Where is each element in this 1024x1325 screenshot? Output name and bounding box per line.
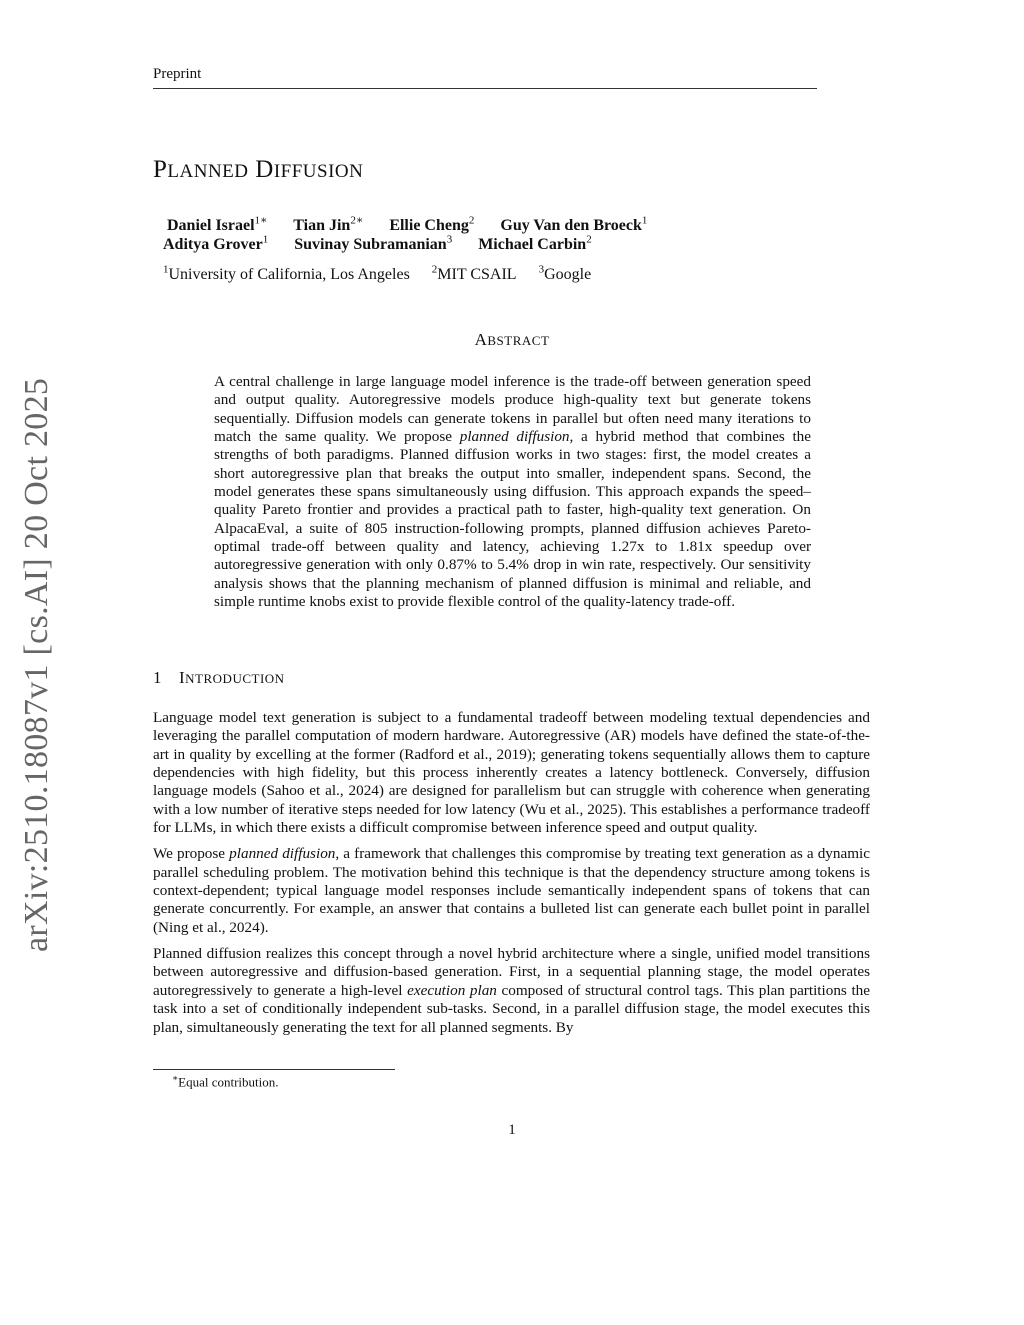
- author: Aditya Grover$^1$: [163, 234, 269, 254]
- paragraph: Language model text generation is subject to a fundamental tradeoff between modeling textual dependencies and leveraging the parallel computation of modern hardware. Autoregressive (AR) models have defined the state-of-the-art in quality by excelling at the former (Radford et al., 2019); generating tokens sequentially allows them to capture dependencies with high fidelity, but this process inherently creates a latency bottleneck. Conversely, diffusion language models (Sahoo et al., 2024) are designed for parallelism but can struggle with coherence when generating with a low number of iterative steps needed for low latency (Wu et al., 2025). This establishes a performance tradeoff for LLMs, in which there exists a difficult compromise between inference speed and output quality.: [153, 709, 870, 837]
- introduction-body: [153, 709, 870, 1045]
- running-header: [153, 66, 817, 89]
- paragraph: Planned diffusion realizes this concept through a novel hybrid architecture where a single, unified model transitions between autoregressive and diffusion-based generation. First, in a sequential planning stage, the model operates autoregressively to generate a high-level execution plan composed of structural control tags. This plan partitions the task into a set of conditionally independent sub-tasks. Second, in a parallel diffusion stage, the model executes this plan, simultaneously generating the text for all planned segments. By: [153, 945, 870, 1036]
- abstract-heading: ABSTRACT: [474, 330, 550, 349]
- affiliation: $^3$Google: [538, 264, 592, 284]
- title-rest-1: LANNED: [167, 161, 249, 182]
- paper-title: [153, 156, 363, 184]
- abstract-body: A central challenge in large language model inference is the trade-off between generation speed and output quality. Autoregressive models produce high-quality text but generate tokens sequentially. Diffusion models can generate tokens in parallel but often need many iterations to match the same quality. We propose planned diffusion, a hybrid method that combines the strengths of both paradigms. Planned diffusion works in two stages: first, the model creates a short autoregressive plan that breaks the output into smaller, independent spans. Second, the model generates these spans simultaneously using diffusion. This approach expands the speed–quality Pareto frontier and provides a practical path to faster, high-quality text generation. On AlpacaEval, a suite of 805 instruction-following prompts, planned diffusion achieves Pareto-optimal trade-off between quality and latency, achieving 1.27x to 1.81x speedup over autoregressive generation with only 0.87% to 5.4% drop in win rate, respectively. Our sensitivity analysis shows that the planning mechanism of planned diffusion is minimal and reliable, and simple runtime knobs exist to provide flexible control of the quality-latency trade-off.: [214, 373, 812, 611]
- affiliation: $^2$MIT CSAIL: [431, 264, 517, 284]
- author: Guy Van den Broeck$^1$: [500, 215, 648, 235]
- title-initial-1: P: [153, 156, 168, 183]
- section-number: 1: [153, 668, 162, 687]
- author-row-1: [167, 214, 669, 235]
- author-row-2: [163, 234, 614, 254]
- page-number: 1: [508, 1122, 516, 1138]
- author: Daniel Israel$^{1∗}$: [167, 215, 268, 235]
- running-title: Preprint: [153, 66, 202, 82]
- paragraph: We propose planned diffusion, a framework that challenges this compromise by treating text generation as a dynamic parallel scheduling problem. The motivation behind this technique is that the dependency structure among tokens is context-dependent; typical language model responses include semantically independent spans of tokens that can generate concurrently. For example, an answer that contains a bulleted list can generate each bullet point in parallel (Ning et al., 2024).: [153, 845, 871, 936]
- arxiv-stamp: arXiv:2510.18087v1 [cs.AI] 20 Oct 2025: [18, 377, 55, 952]
- affiliations: [163, 264, 609, 284]
- title-initial-2: D: [255, 156, 274, 183]
- author: Tian Jin$^{2∗}$: [293, 215, 364, 235]
- affiliation: $^1$University of California, Los Angeles: [163, 264, 410, 284]
- author: Michael Carbin$^2$: [478, 234, 592, 254]
- footnote-rule: [153, 1069, 395, 1070]
- section-heading-introduction: 1 INTRODUCTION: [153, 668, 285, 687]
- footnote: ∗Equal contribution.: [172, 1073, 279, 1090]
- title-rest-2: IFFUSION: [273, 161, 364, 182]
- author: Ellie Cheng$^2$: [389, 215, 475, 235]
- author: Suvinay Subramanian$^3$: [294, 234, 453, 254]
